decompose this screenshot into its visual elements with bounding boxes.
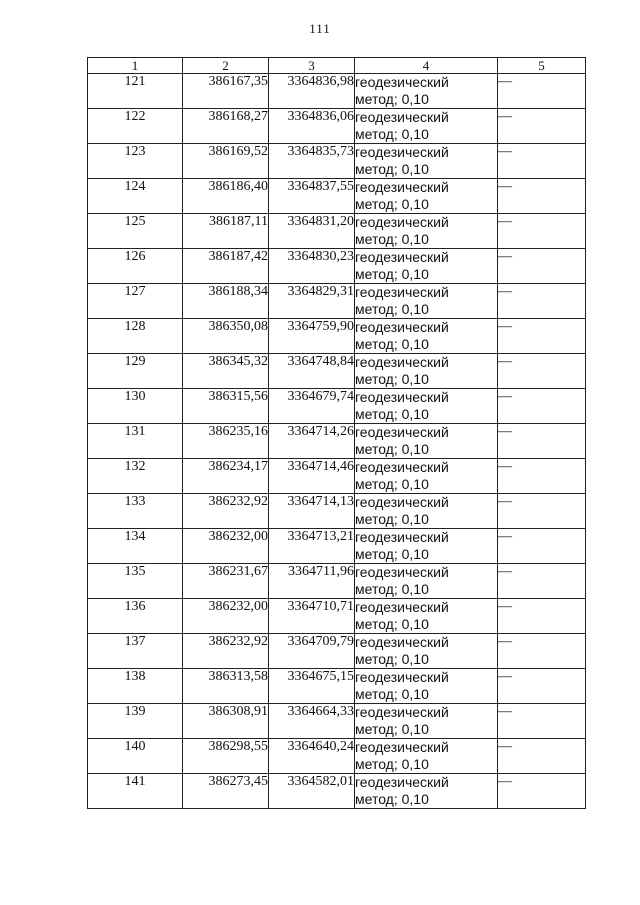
table-row [88, 354, 586, 389]
coordinates-table [87, 57, 586, 809]
table-row [88, 739, 586, 774]
y-coordinate: 3364837,55 [269, 179, 355, 214]
method-line: геодезический [355, 424, 449, 440]
column-header: 3 [269, 58, 355, 74]
empty-value-dash: — [498, 389, 586, 424]
method-line: геодезический [355, 74, 449, 90]
empty-value-dash: — [498, 284, 586, 319]
method-accuracy-line: метод; 0,10 [355, 196, 429, 212]
empty-value-dash: — [498, 424, 586, 459]
method-line: геодезический [355, 389, 449, 405]
y-coordinate: 3364582,01 [269, 774, 355, 809]
method-accuracy-line: метод; 0,10 [355, 301, 429, 317]
method-line: геодезический [355, 704, 449, 720]
table-body [88, 74, 586, 809]
table-row [88, 704, 586, 739]
point-number: 128 [88, 319, 183, 354]
method-cell [355, 529, 498, 564]
point-number: 135 [88, 564, 183, 599]
x-coordinate: 386232,00 [183, 599, 269, 634]
empty-value-dash: — [498, 319, 586, 354]
table-row [88, 564, 586, 599]
y-coordinate: 3364640,24 [269, 739, 355, 774]
method-accuracy-line: метод; 0,10 [355, 231, 429, 247]
method-line: геодезический [355, 284, 449, 300]
x-coordinate: 386232,92 [183, 494, 269, 529]
method-accuracy-line: метод; 0,10 [355, 756, 429, 772]
table-row [88, 669, 586, 704]
method-line: геодезический [355, 529, 449, 545]
empty-value-dash: — [498, 529, 586, 564]
method-accuracy-line: метод; 0,10 [355, 336, 429, 352]
point-number: 126 [88, 249, 183, 284]
point-number: 122 [88, 109, 183, 144]
column-header: 5 [498, 58, 586, 74]
method-cell [355, 74, 498, 109]
y-coordinate: 3364714,13 [269, 494, 355, 529]
column-header: 4 [355, 58, 498, 74]
y-coordinate: 3364709,79 [269, 634, 355, 669]
y-coordinate: 3364713,21 [269, 529, 355, 564]
method-cell [355, 214, 498, 249]
x-coordinate: 386313,58 [183, 669, 269, 704]
table-row [88, 774, 586, 809]
x-coordinate: 386350,08 [183, 319, 269, 354]
method-cell [355, 109, 498, 144]
point-number: 141 [88, 774, 183, 809]
table-row [88, 494, 586, 529]
table-header-row [88, 58, 586, 74]
method-line: геодезический [355, 494, 449, 510]
point-number: 124 [88, 179, 183, 214]
x-coordinate: 386308,91 [183, 704, 269, 739]
method-cell [355, 634, 498, 669]
method-cell [355, 704, 498, 739]
method-cell [355, 144, 498, 179]
table-row [88, 319, 586, 354]
method-cell [355, 564, 498, 599]
column-header: 1 [88, 58, 183, 74]
empty-value-dash: — [498, 214, 586, 249]
method-line: геодезический [355, 739, 449, 755]
table-row [88, 424, 586, 459]
table-row [88, 214, 586, 249]
table-row [88, 109, 586, 144]
y-coordinate: 3364679,74 [269, 389, 355, 424]
method-cell [355, 319, 498, 354]
empty-value-dash: — [498, 704, 586, 739]
method-accuracy-line: метод; 0,10 [355, 161, 429, 177]
method-accuracy-line: метод; 0,10 [355, 511, 429, 527]
method-cell [355, 494, 498, 529]
point-number: 125 [88, 214, 183, 249]
empty-value-dash: — [498, 599, 586, 634]
method-line: геодезический [355, 144, 449, 160]
table-row [88, 459, 586, 494]
table-row [88, 599, 586, 634]
method-cell [355, 249, 498, 284]
method-line: геодезический [355, 599, 449, 615]
y-coordinate: 3364664,33 [269, 704, 355, 739]
empty-value-dash: — [498, 109, 586, 144]
point-number: 130 [88, 389, 183, 424]
y-coordinate: 3364836,98 [269, 74, 355, 109]
y-coordinate: 3364836,06 [269, 109, 355, 144]
method-cell [355, 389, 498, 424]
y-coordinate: 3364710,71 [269, 599, 355, 634]
table-row [88, 144, 586, 179]
method-accuracy-line: метод; 0,10 [355, 91, 429, 107]
table-row [88, 179, 586, 214]
method-line: геодезический [355, 249, 449, 265]
method-accuracy-line: метод; 0,10 [355, 406, 429, 422]
method-cell [355, 354, 498, 389]
point-number: 131 [88, 424, 183, 459]
x-coordinate: 386315,56 [183, 389, 269, 424]
point-number: 123 [88, 144, 183, 179]
empty-value-dash: — [498, 739, 586, 774]
method-cell [355, 739, 498, 774]
table-row [88, 529, 586, 564]
x-coordinate: 386345,32 [183, 354, 269, 389]
x-coordinate: 386168,27 [183, 109, 269, 144]
point-number: 127 [88, 284, 183, 319]
method-line: геодезический [355, 564, 449, 580]
point-number: 139 [88, 704, 183, 739]
y-coordinate: 3364831,20 [269, 214, 355, 249]
method-cell [355, 774, 498, 809]
point-number: 121 [88, 74, 183, 109]
y-coordinate: 3364759,90 [269, 319, 355, 354]
method-line: геодезический [355, 319, 449, 335]
y-coordinate: 3364748,84 [269, 354, 355, 389]
method-line: геодезический [355, 354, 449, 370]
x-coordinate: 386235,16 [183, 424, 269, 459]
empty-value-dash: — [498, 354, 586, 389]
method-cell [355, 424, 498, 459]
method-accuracy-line: метод; 0,10 [355, 126, 429, 142]
table-row [88, 389, 586, 424]
method-accuracy-line: метод; 0,10 [355, 266, 429, 282]
column-header: 2 [183, 58, 269, 74]
empty-value-dash: — [498, 144, 586, 179]
method-accuracy-line: метод; 0,10 [355, 616, 429, 632]
y-coordinate: 3364829,31 [269, 284, 355, 319]
x-coordinate: 386273,45 [183, 774, 269, 809]
empty-value-dash: — [498, 494, 586, 529]
method-line: геодезический [355, 669, 449, 685]
table-row [88, 284, 586, 319]
x-coordinate: 386186,40 [183, 179, 269, 214]
method-line: геодезический [355, 109, 449, 125]
method-cell [355, 284, 498, 319]
point-number: 140 [88, 739, 183, 774]
x-coordinate: 386232,00 [183, 529, 269, 564]
point-number: 138 [88, 669, 183, 704]
y-coordinate: 3364675,15 [269, 669, 355, 704]
method-accuracy-line: метод; 0,10 [355, 546, 429, 562]
method-accuracy-line: метод; 0,10 [355, 441, 429, 457]
y-coordinate: 3364714,46 [269, 459, 355, 494]
method-cell [355, 459, 498, 494]
x-coordinate: 386232,92 [183, 634, 269, 669]
method-line: геодезический [355, 459, 449, 475]
y-coordinate: 3364830,23 [269, 249, 355, 284]
point-number: 129 [88, 354, 183, 389]
x-coordinate: 386231,67 [183, 564, 269, 599]
empty-value-dash: — [498, 179, 586, 214]
method-line: геодезический [355, 214, 449, 230]
x-coordinate: 386234,17 [183, 459, 269, 494]
x-coordinate: 386187,11 [183, 214, 269, 249]
point-number: 132 [88, 459, 183, 494]
method-line: геодезический [355, 774, 449, 790]
method-accuracy-line: метод; 0,10 [355, 791, 429, 807]
y-coordinate: 3364835,73 [269, 144, 355, 179]
point-number: 134 [88, 529, 183, 564]
method-line: геодезический [355, 634, 449, 650]
method-cell [355, 179, 498, 214]
method-accuracy-line: метод; 0,10 [355, 371, 429, 387]
method-accuracy-line: метод; 0,10 [355, 721, 429, 737]
method-cell [355, 669, 498, 704]
x-coordinate: 386167,35 [183, 74, 269, 109]
method-accuracy-line: метод; 0,10 [355, 581, 429, 597]
table-row [88, 74, 586, 109]
point-number: 137 [88, 634, 183, 669]
point-number: 133 [88, 494, 183, 529]
x-coordinate: 386169,52 [183, 144, 269, 179]
y-coordinate: 3364714,26 [269, 424, 355, 459]
y-coordinate: 3364711,96 [269, 564, 355, 599]
empty-value-dash: — [498, 634, 586, 669]
empty-value-dash: — [498, 74, 586, 109]
empty-value-dash: — [498, 564, 586, 599]
empty-value-dash: — [498, 774, 586, 809]
table-row [88, 634, 586, 669]
page-number: 111 [309, 21, 331, 36]
empty-value-dash: — [498, 459, 586, 494]
method-accuracy-line: метод; 0,10 [355, 476, 429, 492]
method-accuracy-line: метод; 0,10 [355, 651, 429, 667]
method-accuracy-line: метод; 0,10 [355, 686, 429, 702]
x-coordinate: 386298,55 [183, 739, 269, 774]
x-coordinate: 386188,34 [183, 284, 269, 319]
table-row [88, 249, 586, 284]
point-number: 136 [88, 599, 183, 634]
method-cell [355, 599, 498, 634]
x-coordinate: 386187,42 [183, 249, 269, 284]
method-line: геодезический [355, 179, 449, 195]
empty-value-dash: — [498, 669, 586, 704]
empty-value-dash: — [498, 249, 586, 284]
